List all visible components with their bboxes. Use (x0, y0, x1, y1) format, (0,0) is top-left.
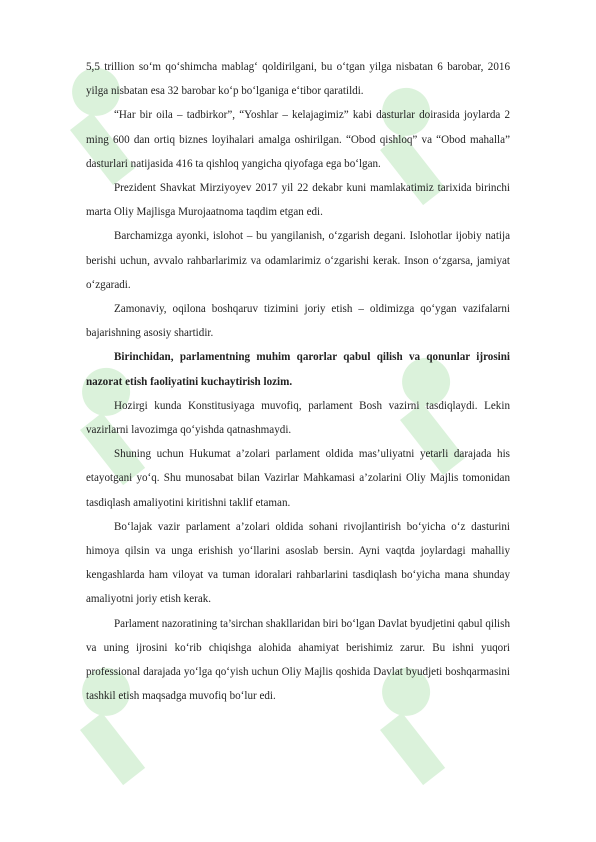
paragraph-first-point-heading: Birinchidan, parlamentning muhim qarorlar qabul qilish va qonunlar ijrosini nazorat etish faoliyatini kuchaytirish lozim. (86, 351, 510, 388)
paragraph-reform: Barchamizga ayonki, islohot – bu yangilanish, o‘zgarish degani. Islohotlar ijobiy natija berishi uchun, avvalo rahbarlarimiz va odamlarimiz o‘zgarishi kerak. Inson o‘zgarsa, jamiyat o‘zgaradi. (86, 230, 510, 291)
paragraph-president-address: Prezident Shavkat Mirziyoyev 2017 yil 22 dekabr kuni mamlakatimiz tarixida birinchi marta Oliy Majlisga Murojaatnoma taqdim etgan edi. (86, 182, 510, 219)
paragraph-constitution: Hozirgi kunda Konstitusiyaga muvofiq, parlament Bosh vazirni tasdiqlaydi. Lekin vazirlarni lavozimga qo‘yishda qatnashmaydi. (86, 399, 510, 437)
paragraph-future-minister: Bo‘lajak vazir parlament a’zolari oldida sohani rivojlantirish bo‘yicha o‘z dasturini himoya qilsin va unga erishish yo‘llarini asoslab bersin. Ayni vaqtda joylardagi mahalliy kengashlarda ham viloyat va tuman idoralari rahbarlarini tasdiqlash bo‘yicha mana shunday amaliyotni joriy etish kerak. (86, 520, 510, 606)
paragraph-continuation: 5,5 trillion so‘m qo‘shimcha mablag‘ qoldirilgani, bu o‘tgan yilga nisbatan 6 barobar, 2016 yilga nisbatan esa 32 barobar ko‘p bo‘lganiga e‘tibor qaratildi. (86, 61, 510, 98)
paragraph-governance: Zamonaviy, oqilona boshqaruv tizimini joriy etish – oldimizga qo‘ygan vazifalarni bajarishning asosiy shartidir. (86, 303, 510, 340)
paragraph-government-members: Shuning uchun Hukumat a’zolari parlament oldida mas’uliyatni yetarli darajada his etayotgani yo‘q. Shu munosabat bilan Vazirlar Mahkamasi a’zolarini Oliy Majlis tomonidan tasdiqlash amaliyotini kiritishni taklif etaman. (86, 448, 510, 509)
paragraph-programs: “Har bir oila – tadbirkor”, “Yoshlar – kelajagimiz” kabi dasturlar doirasida joylarda 2 ming 600 dan ortiq biznes loyihalari amalga oshirilgan. “Obod qishloq” va “Obod mahalla” dasturlari natijasida 416 ta qishloq yangicha qiyofaga ega bo‘lgan. (86, 109, 510, 170)
paragraph-state-budget: Parlament nazoratining ta’sirchan shakllaridan biri bo‘lgan Davlat byudjetini qabul qilish va uning ijrosini ko‘rib chiqishga alohida ahamiyat berishimiz zarur. Bu ishni yuqori professional darajada yo‘lga qo‘yish uchun Oliy Majlis qoshida Davlat byudjeti boshqarmasini tashkil etish maqsadga muvofiq bo‘lur edi. (86, 617, 510, 703)
document-body (86, 55, 510, 708)
